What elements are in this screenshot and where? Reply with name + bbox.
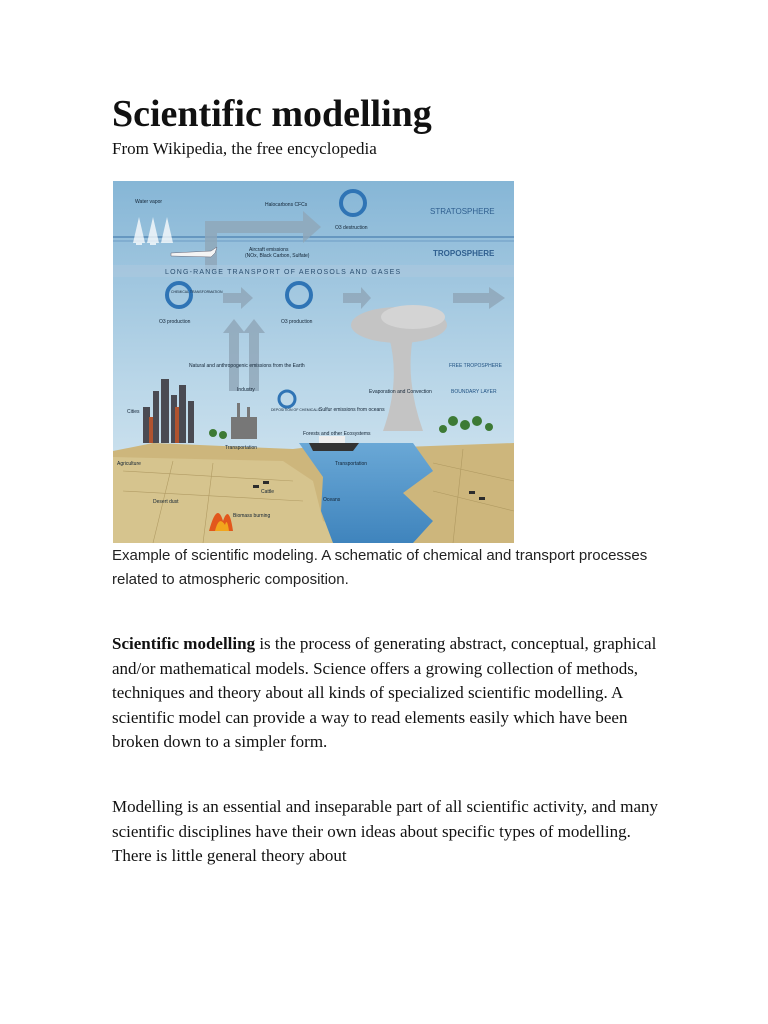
page-subtitle: From Wikipedia, the free encyclopedia [112,139,377,158]
transportation-label-2: Transportation [335,461,368,467]
cities-label: Cities [127,409,140,415]
o3-destruction-label: O3 destruction [335,225,368,231]
desert-dust-label: Desert dust [153,499,179,505]
cattle-label: Cattle [261,489,275,495]
halocarbons-label: Halocarbons CFCs [265,202,308,208]
o3-production-label-2: O3 production [281,319,313,325]
boundary-layer-label: BOUNDARY LAYER [451,389,497,395]
sulfur-label: Sulfur emissions from oceans [319,407,385,413]
page-title: Scientific modelling [112,93,432,135]
stratosphere-label: STRATOSPHERE [430,207,495,216]
ship-deck [319,436,345,443]
o3-production-label: O3 production [159,319,191,325]
water-vapor-label: Water vapor [135,199,163,205]
water-vapor-arrows [133,217,173,245]
ship-icon [309,443,359,451]
troposphere-label: TROPOSPHERE [433,249,495,258]
agriculture-label: Agriculture [117,461,141,467]
atmospheric-schematic-figure[interactable] [113,181,514,543]
deposition-label: DEPOSITION OF CHEMICALS [271,408,320,412]
chemical-transformation-label: CHEMICAL TRANSFORMATION [171,290,223,294]
oceans-label: Oceans [323,497,341,503]
aircraft-sub-label: (NOx, Black Carbon, Sulfate) [245,253,310,259]
transportation-label: Transportation [225,445,258,451]
evaporation-label: Evaporation and Convection [369,389,432,395]
figure-caption: Example of scientific modeling. A schematic of chemical and transport processes related to atmospheric composition. [112,547,648,588]
bold-term: Scientific modelling [112,634,256,653]
forests-label: Forests and other Ecosystems [303,431,371,437]
biomass-label: Biomass burning [233,513,271,519]
natural-emissions-label: Natural and anthropogenic emissions from the Earth [189,363,305,369]
paragraph-modelling: Modelling is an essential and inseparable part of all scientific activity, and many scientific disciplines have their own ideas about specific types of modelling. There is little general theory about [112,797,659,865]
industry-label: Industry [237,387,255,393]
aircraft-label: Aircraft emissions [249,247,289,253]
paragraph-intro [112,632,672,755]
paragraph-intro-text: is the process of generating abstract, conceptual, graphical and/or mathematical models. Science offers a growing collection of methods, techniques and theory about all kinds of specialized scientific modelling. A scientific model can provide a way to read elements easily which have been broken down to a simpler form. [112,634,657,751]
free-troposphere-label: FREE TROPOSPHERE [449,363,502,369]
transport-banner-label: LONG-RANGE TRANSPORT OF AEROSOLS AND GASES [165,269,402,276]
schematic-svg [113,181,514,543]
